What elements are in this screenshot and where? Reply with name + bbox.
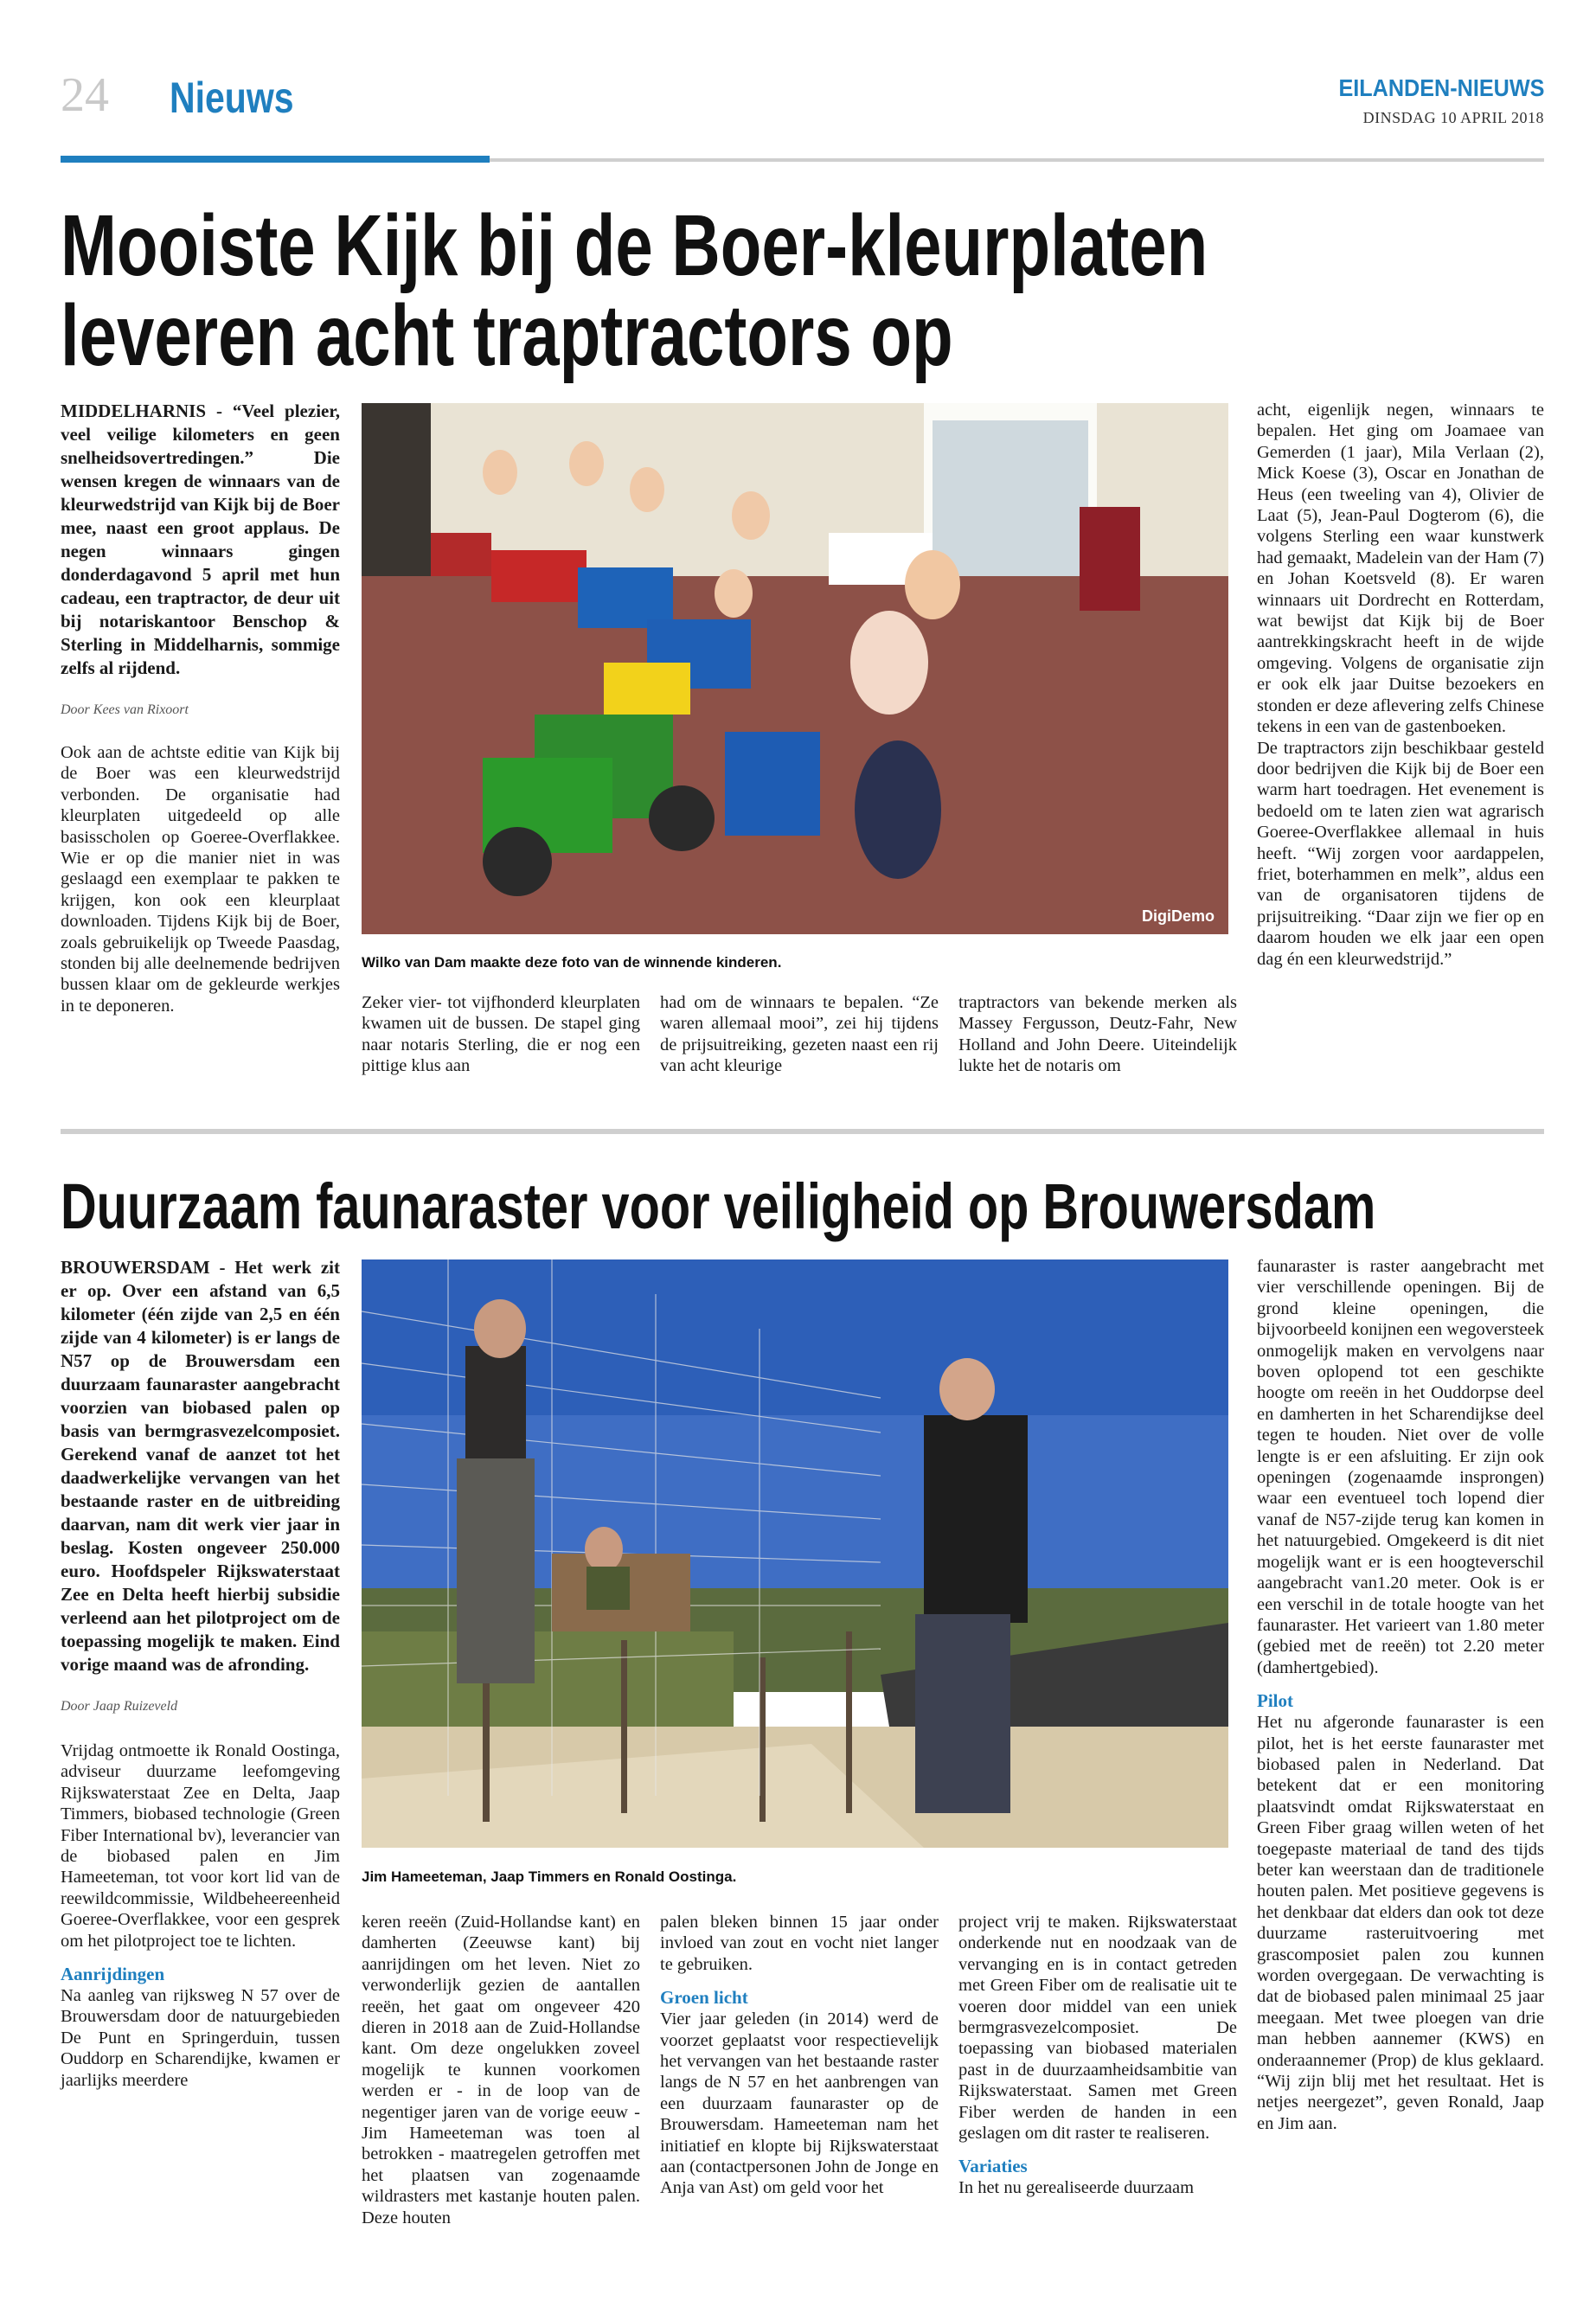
article2-right-column (1257, 1256, 1544, 2134)
article1-headline-line1: Mooiste Kijk bij de Boer-kleurplaten (61, 197, 1208, 294)
article1-body-col1: Ook aan de achtste editie van Kijk bij de Boer was een kleurwedstrijd verbonden. De organisatie had kleurplaten uitgedeeld op alle basisscholen op Goeree-Overflakkee. Wie er op die manier niet in was geslaagd een exemplaar te pakken te krijgen, kon ook een kleurplaat downloaden. Tijdens Kijk bij de Boer, zoals gebruikelijk op Tweede Paasdag, stonden bij alle deelnemende bedrijven bussen klaar om de gekleurde werkjes in te deponeren. (61, 743, 340, 1016)
article1-body-col2: Zeker vier- tot vijfhonderd kleurplaten kwamen uit de bussen. De stapel ging naar notaris Sterling, die er nog een pittige klus aan (362, 993, 640, 1076)
photo-credit: DigiDemo (1141, 907, 1215, 925)
article1-body-col5-p2: De traptractors zijn beschikbaar gesteld door bedrijven die Kijk bij de Boer een warm hart toedragen. Het evenement is bedoeld om te laten zien wat agrarisch Goeree-Overflakkee allemaal in huis heeft. “Wij zorgen voor aardappelen, friet, boterhammen en melk”, aldus een van de organisatoren tijdens de prijsuitreiking. “Daar zijn we fier op en daarom houden we elk jaar een open dag én een kleurwedstrijd.” (1257, 738, 1544, 969)
page-number: 24 (61, 68, 109, 122)
article1-lead: MIDDELHARNIS - “Veel plezier, veel veilige kilometers en geen snelheidsovertredingen.” Die wensen kregen de winnaars van de kleurwedstrijd van Kijk bij de Boer mee, naast een groot applaus. De negen winnaars gingen donderdagavond 5 april met hun cadeau, een traptractor, de deur uit bij notariskantoor Benschop & Sterling in Middelharnis, sommige zelfs al rijdend. (61, 401, 340, 678)
article1-right-column (1257, 400, 1544, 970)
issue-date: DINSDAG 10 APRIL 2018 (1362, 109, 1544, 126)
article2-body-col3-p2: Vier jaar geleden (in 2014) werd de voorzet geplaatst voor respectievelijk het vervangen van het bestaande raster langs de N 57 en het aanbrengen van een duurzaam faunaraster op de Brouwersdam. Hameeteman nam het initiatief en klopte bij Rijkswaterstaat aan (contactpersonen John de Jonge en Anja van Ast) om geld voor het (660, 2009, 939, 2198)
article1-body-col4: traptractors van bekende merken als Massey Fergusson, Deutz-Fahr, New Holland and John Deere. Uiteindelijk lukte het de notaris om (958, 993, 1237, 1076)
article-divider (61, 1129, 1544, 1134)
article2-caption: Jim Hameeteman, Jaap Timmers en Ronald Oostinga. (362, 1868, 737, 1885)
article2-intro-column (61, 1256, 340, 2091)
article1-byline: Door Kees van Rixoort (61, 702, 189, 717)
article2-body-col1-p1: Vrijdag ontmoette ik Ronald Oostinga, adviseur duurzame leefomgeving Rijkswaterstaat Zee en Delta, Jaap Timmers, biobased technologie (Green Fiber International bv), leverancier van de biobased palen en Jim Hameeteman, tot voor kort lid van de reewildcommissie, Wildbeheereenheid Goeree-Overflakkee, voor een gesprek om het pilotproject toe te lichten. (61, 1741, 340, 1951)
subhead-pilot: Pilot (1257, 1690, 1293, 1712)
article1-body-col3: had om de winnaars te bepalen. “Ze waren allemaal mooi”, zei hij tijdens de prijsuitreiking, gezeten naast een rij van acht kleurige (660, 993, 939, 1076)
article2-body-col2: keren reeën (Zuid-Hollandse kant) en damherten (Zeeuwse kant) bij aanrijdingen om het leven. Niet zo verwonderlijk gezien de aantallen reeën, het gaat om ongeveer 420 dieren in 2018 aan de Zuid-Hollandse kant. Om deze ongelukken zoveel mogelijk te kunnen voorkomen werden er - in de loop van de negentiger jaren van de vorige eeuw - Jim Hameeteman was toen al betrokken - maatregelen getroffen met het plaatsen van zogenaamde wildrasters met kastanje houten palen. Deze houten (362, 1913, 640, 2227)
subhead-variaties: Variaties (958, 2156, 1028, 2177)
article1-intro-column (61, 400, 340, 1016)
article2-body-col4-p1: project vrij te maken. Rijkswaterstaat onderkende nut en noodzaak van de vervanging en is in contact getreden met Green Fiber om de realisatie uit te voeren door middel van een uniek bermgrasvezelcomposiet. De toepassing van biobased materialen past in de duurzaamheidsambitie van Rijkswaterstaat. Samen met Green Fiber werden de handen in een geslagen om dit raster te realiseren. (958, 1913, 1237, 2144)
article2-lead: BROUWERSDAM - Het werk zit er op. Over een afstand van 6,5 kilometer (één zijde van 2,5 en één zijde van 4 kilometer) is er langs de N57 op de Brouwersdam een duurzaam faunaraster aangebracht voorzien van biobased palen op basis van bermgrasvezelcomposiet. Gerekend vanaf de aanzet tot het daadwerkelijke vervangen van het bestaande raster en de uitbreiding daarvan, nam dit werk vier jaar in beslag. Kosten ongeveer 250.000 euro. Hoofdspeler Rijkswaterstaat Zee en Delta heeft hierbij subsidie verleend aan het pilotproject om de toepassing mogelijk te maken. Eind vorige maand was de afronding. (61, 1257, 340, 1675)
article2-col3 (660, 1912, 939, 2199)
newspaper-logo: EILANDEN-NIEUWS (1337, 74, 1544, 101)
article2-photo (362, 1259, 1228, 1848)
article2-body-col3-p1: palen bleken binnen 15 jaar onder invloed van zout en vocht niet langer te gebruiken. (660, 1913, 939, 1974)
article2-body-col5-p1: faunaraster is raster aangebracht met vier verschillende openingen. Bij de grond kleine openingen, die bijvoorbeeld konijnen een wegoversteek onmogelijk maken en vervolgens naar boven oplopend tot een geschikte hoogte om reeën in het Ouddorpse deel en damherten in het Scharendijkse deel tegen te houden. Niet over de volle lengte is er een afsluiting. Er zijn ook openingen (zogenaamde insprongen) waar een eventueel toch lopend dier vanaf de N57-zijde terug kan komen in het natuurgebied. Omgekeerd is dit niet mogelijk want er is een hoogteverschil aangebracht van1.20 meter. Ook is er een verschil in de totale hoogte van het faunaraster. Het varieert van 1.80 meter (gebied met de reeën) tot 2.20 meter (damhertgebied). (1257, 1257, 1544, 1677)
article1-headline-line2: leveren acht traptractors op (61, 287, 953, 384)
article2-body-col1-p2: Na aanleg van rijksweg N 57 over de Brouwersdam door de natuurgebieden De Punt en Springerduin, tussen Ouddorp en Scharendijke, kwamen er jaarlijks meerdere (61, 1986, 340, 2090)
article2-byline: Door Jaap Ruizeveld (61, 1699, 178, 1714)
subhead-groen-licht: Groen licht (660, 1987, 748, 2009)
header-rule-accent (61, 156, 490, 163)
subhead-aanrijdingen: Aanrijdingen (61, 1964, 165, 1985)
article1-caption: Wilko van Dam maakte deze foto van de winnende kinderen. (362, 954, 782, 971)
article2-col4 (958, 1912, 1237, 2199)
header-rule (490, 158, 1544, 162)
article1-headline (61, 197, 1208, 384)
article2-headline: Duurzaam faunaraster voor veiligheid op Brouwersdam (61, 1170, 1376, 1242)
kids-on-tractors-image (362, 403, 1228, 934)
article1-body-col5-p1: acht, eigenlijk negen, winnaars te bepalen. Het ging om Joamaee van Gemerden (1 jaar), Mila Verlaan (2), Mick Koese (3), Oscar en Jonathan de Heus (een tweeling van 4), Olivier de Laat (5), Jean-Paul Dogterom (6), die volgens Sterling een waar kunstwerk had gemaakt, Madelein van der Ham (7) en Johan Koetsveld (8). Er waren winnaars uit Dordrecht en Rotterdam, wat bewijst dat Kijk bij de Boer aantrekkingskracht heeft in de wijde omgeving. Volgens de organisatie zijn er ook elk jaar Duitse bezoekers en stonden er deze aflevering zelfs Chinese tekens in een van de gastenboeken. (1257, 401, 1544, 737)
section-title: Nieuws (170, 74, 294, 122)
article2-body-col4-p2: In het nu gerealiseerde duurzaam (958, 2178, 1195, 2198)
article1-photo (362, 403, 1228, 934)
article2-body-col5-p2: Het nu afgeronde faunaraster is een pilot, het is het eerste faunaraster met biobased palen in Nederland. Dat betekent dat er een monitoring plaatsvindt omdat Rijkswaterstaat en Green Fiber graag willen weten of het toegepaste materiaal de tand des tijds beter kan weerstaan dan de traditionele houten palen. Met positieve gegevens is het denkbaar dat elders dan ook tot deze duurzame rasteruitvoering met grascomposiet palen zou kunnen worden overgegaan. De verwachting is dat de biobased palen minimaal 25 jaar meegaan. Met twee ploegen van drie man hebben aannemer (KWS) en onderaannemer (Prop) de klus geklaard. “Wij zijn blij met het resultaat. Het is netjes neergezet”, geven Ronald, Jaap en Jim aan. (1257, 1713, 1544, 2133)
fauna-fence-image (362, 1259, 1228, 1848)
